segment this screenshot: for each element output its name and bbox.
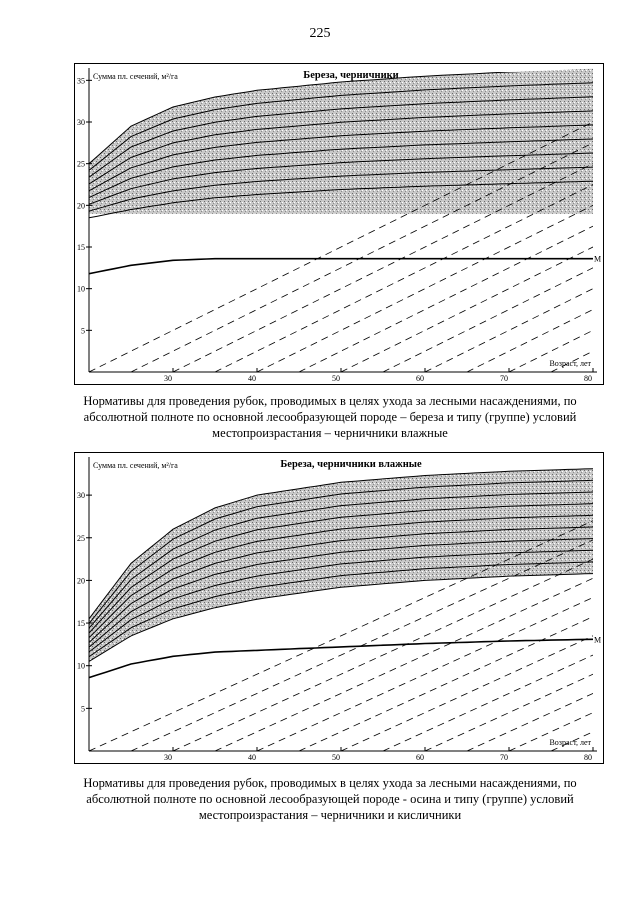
y-tick-label: 30 <box>77 491 85 501</box>
m-line-label: M <box>594 254 602 264</box>
y-tick-label: 10 <box>77 661 85 671</box>
y-tick-label: 25 <box>77 159 85 169</box>
x-tick-label: 80 <box>584 374 592 383</box>
chart-bereza-chernichniki-vlazhnye <box>74 452 604 764</box>
y-tick-label: 20 <box>77 201 85 211</box>
y-tick-label: 5 <box>81 326 85 336</box>
y-tick-label: 35 <box>77 76 85 86</box>
chart-title: Береза, черничники влажные <box>280 459 422 470</box>
chart-caption: Нормативы для проведения рубок, проводимых в целях ухода за лесными насаждениями, по абсолютной полноте по основной лесообразующей породе - осина и типу (группе) условий местопроизрастания – черничники и кисличники <box>83 776 577 822</box>
m-line <box>89 259 593 274</box>
x-tick-label: 30 <box>164 374 172 383</box>
x-tick-label: 60 <box>416 374 424 383</box>
x-tick-label: 60 <box>416 753 424 762</box>
y-axis-label: Сумма пл. сечений, м²/га <box>93 461 178 470</box>
page-number: 225 <box>309 26 331 41</box>
y-tick-label: 20 <box>77 576 85 586</box>
y-tick-label: 5 <box>81 704 85 714</box>
x-axis-label: Возраст, лет <box>549 738 591 747</box>
x-tick-label: 70 <box>500 753 508 762</box>
x-tick-label: 40 <box>248 374 256 383</box>
x-tick-label: 50 <box>332 753 340 762</box>
x-axis-label: Возраст, лет <box>549 359 591 368</box>
x-tick-label: 40 <box>248 753 256 762</box>
y-axis-label: Сумма пл. сечений, м²/га <box>93 72 178 81</box>
y-tick-label: 15 <box>77 619 85 629</box>
y-tick-label: 25 <box>77 533 85 543</box>
x-tick-label: 30 <box>164 753 172 762</box>
y-tick-label: 15 <box>77 243 85 252</box>
x-tick-label: 70 <box>500 374 508 383</box>
x-tick-label: 80 <box>584 753 592 762</box>
x-tick-label: 50 <box>332 374 340 383</box>
y-tick-label: 10 <box>77 284 85 294</box>
y-tick-label: 30 <box>77 118 85 127</box>
chart-bereza-chernichniki <box>74 63 604 385</box>
chart-caption: Нормативы для проведения рубок, проводимых в целях ухода за лесными насаждениями, по абсолютной полноте по основной лесообразующей породе – береза и типу (группе) условий местопроизрастания – черничники влажные <box>83 394 577 440</box>
dashed-diagonal <box>593 122 603 372</box>
m-line <box>89 639 593 677</box>
m-line-label: M <box>594 635 602 645</box>
chart-title: Береза, черничники <box>303 70 399 81</box>
chart-svg <box>75 453 603 763</box>
chart-svg <box>75 64 603 384</box>
